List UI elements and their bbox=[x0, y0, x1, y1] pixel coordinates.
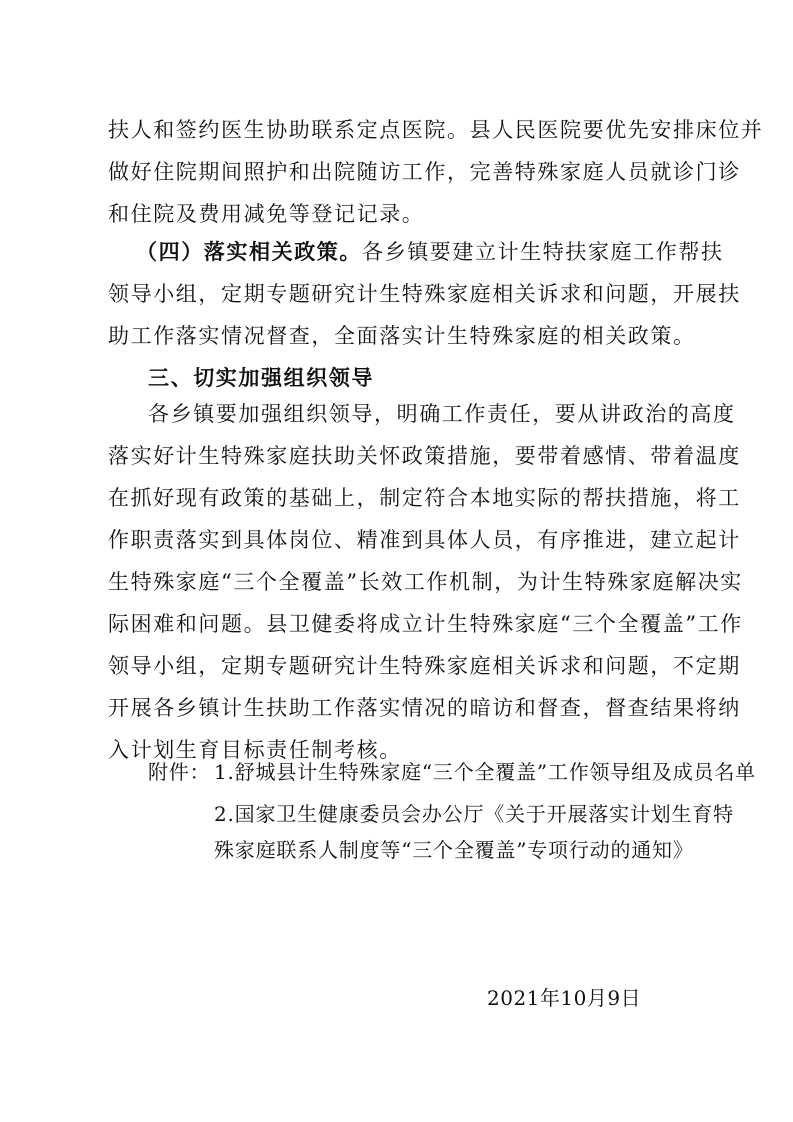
body-text-line: 开展各乡镇计生扶助工作落实情况的暗访和督查，督查结果将纳 bbox=[108, 696, 741, 720]
section-paragraph-first-line bbox=[136, 240, 724, 264]
body-text-line: 入计划生育目标责任制考核。 bbox=[108, 738, 402, 762]
body-text-line: 落实好计生特殊家庭扶助关怀政策措施，要带着感情、带着温度 bbox=[108, 444, 741, 468]
attachment-item-2-cont: 殊家庭联系人制度等“三个全覆盖”专项行动的通知》 bbox=[214, 838, 694, 862]
body-text-line: 领导小组，定期专题研究计生特殊家庭相关诉求和问题，不定期 bbox=[108, 654, 741, 678]
body-text-line: 扶人和签约医生协助联系定点医院。县人民医院要优先安排床位并 bbox=[108, 118, 764, 142]
body-text-line: 和住院及费用减免等登记记录。 bbox=[108, 202, 425, 226]
body-text-line: 生特殊家庭“三个全覆盖”长效工作机制，为计生特殊家庭解决实 bbox=[108, 570, 743, 594]
body-text: 各乡镇要建立计生特扶家庭工作帮扶 bbox=[362, 240, 724, 264]
attachments-label: 附件： bbox=[148, 760, 211, 784]
body-text-line: 做好住院期间照护和出院随访工作，完善特殊家庭人员就诊门诊 bbox=[108, 160, 741, 184]
subsection-heading: （四）落实相关政策。 bbox=[136, 240, 362, 264]
body-text-line: 各乡镇要加强组织领导，明确工作责任，要从讲政治的高度 bbox=[148, 402, 736, 426]
section-heading: 三、切实加强组织领导 bbox=[148, 366, 374, 390]
body-text-line: 领导小组，定期专题研究计生特殊家庭相关诉求和问题，开展扶 bbox=[108, 282, 741, 306]
document-date: 2021年10月9日 bbox=[487, 986, 642, 1010]
attachment-item-1: 1.舒城县计生特殊家庭“三个全覆盖”工作领导组及成员名单 bbox=[214, 760, 756, 784]
body-text-line: 际困难和问题。县卫健委将成立计生特殊家庭“三个全覆盖”工作 bbox=[108, 612, 743, 636]
body-text-line: 作职责落实到具体岗位、精准到具体人员，有序推进，建立起计 bbox=[108, 528, 741, 552]
body-text-line: 在抓好现有政策的基础上，制定符合本地实际的帮扶措施，将工 bbox=[108, 486, 741, 510]
attachment-item-2: 2.国家卫生健康委员会办公厅《关于开展落实计划生育特 bbox=[214, 802, 734, 826]
body-text-line: 助工作落实情况督查，全面落实计生特殊家庭的相关政策。 bbox=[108, 324, 696, 348]
